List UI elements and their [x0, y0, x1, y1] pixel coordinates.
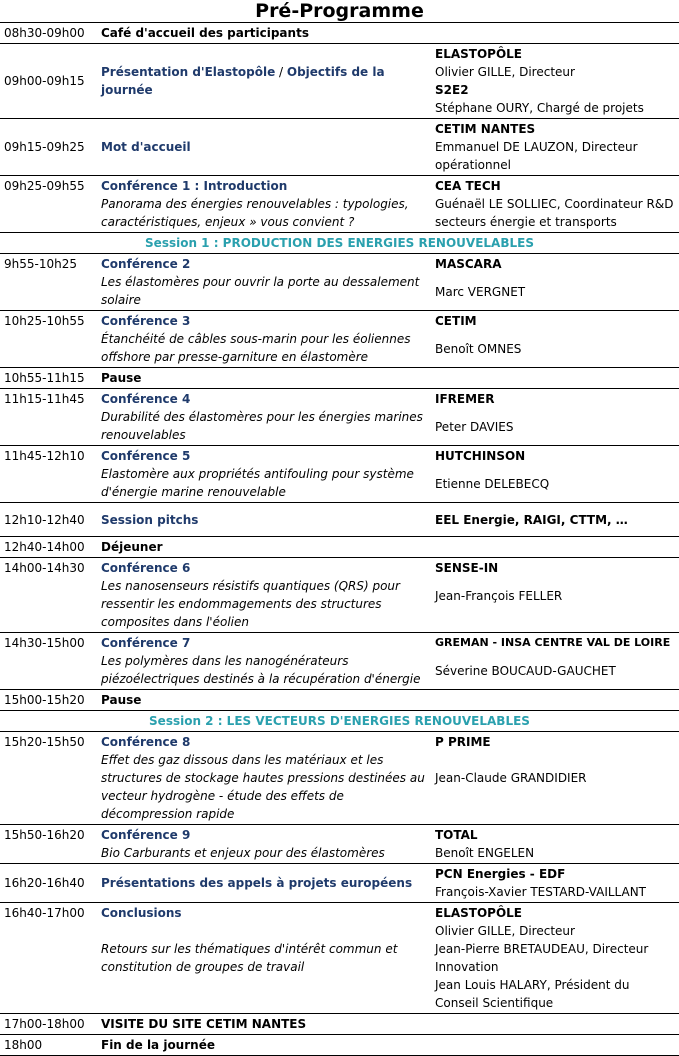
speaker-cell	[431, 1035, 679, 1056]
table-row	[0, 44, 679, 119]
speaker: Jean-Claude GRANDIDIER	[435, 771, 587, 785]
time-cell: 18h00	[0, 1035, 97, 1056]
activity-label: Conclusions	[101, 906, 182, 920]
speaker-cell	[431, 537, 679, 558]
activity-label: Déjeuner	[97, 537, 431, 558]
organisation: PCN Energies - EDF	[435, 867, 566, 881]
activity-cell	[97, 903, 431, 1014]
activity-description: Les élastomères pour ouvrir la porte au dessalement solaire	[101, 275, 420, 307]
time-cell: 09h00-09h15	[0, 44, 97, 119]
time-cell: 09h15-09h25	[0, 119, 97, 176]
speaker-cell	[431, 633, 679, 690]
activity-label: Conférence 3	[101, 314, 191, 328]
time-cell: 09h25-09h55	[0, 176, 97, 233]
activity-cell	[97, 311, 431, 368]
time-cell: 14h00-14h30	[0, 558, 97, 633]
speaker-cell	[431, 1014, 679, 1035]
table-row	[0, 903, 679, 1014]
table-row	[0, 311, 679, 368]
activity-description: Panorama des énergies renouvelables : typologies, caractéristiques, enjeux » vous convient ?	[101, 197, 409, 229]
table-row	[0, 368, 679, 389]
activity-label: Pause	[97, 368, 431, 389]
speaker: Jean Louis HALARY, Président du Conseil Scientifique	[435, 978, 630, 1010]
organisation: MASCARA	[435, 257, 502, 271]
table-row	[0, 23, 679, 44]
organisation: IFREMER	[435, 392, 495, 406]
speaker-cell	[431, 690, 679, 711]
time-cell: 08h30-09h00	[0, 23, 97, 44]
activity-cell	[97, 44, 431, 119]
time-cell: 16h40-17h00	[0, 903, 97, 1014]
activity-label: VISITE DU SITE CETIM NANTES	[97, 1014, 431, 1035]
table-row	[0, 1014, 679, 1035]
speaker: François-Xavier TESTARD-VAILLANT	[435, 885, 647, 899]
speaker: Jean-Pierre BRETAUDEAU, Directeur Innovation	[435, 942, 649, 974]
session-title: Session 1 : PRODUCTION DES ENERGIES RENOUVELABLES	[0, 233, 679, 254]
speaker-cell	[431, 23, 679, 44]
activity-description: Effet des gaz dissous dans les matériaux et les structures de stockage hautes pressions destinées au vecteur hydrogène - étude des effets de décompression rapide	[101, 753, 425, 821]
activity-label: Conférence 9	[101, 828, 191, 842]
time-cell: 10h55-11h15	[0, 368, 97, 389]
activity-cell	[97, 825, 431, 864]
speaker: Guénaël LE SOLLIEC, Coordinateur R&D secteurs énergie et transports	[435, 197, 674, 229]
speaker-cell	[431, 446, 679, 503]
time-cell: 11h15-11h45	[0, 389, 97, 446]
activity-label: Café d'accueil des participants	[97, 23, 431, 44]
speaker: Peter DAVIES	[435, 420, 514, 434]
table-row	[0, 825, 679, 864]
organisation: CEA TECH	[435, 179, 501, 193]
activity-label: Fin de la journée	[97, 1035, 431, 1056]
organisation: S2E2	[435, 83, 469, 97]
speaker-cell	[431, 732, 679, 825]
table-row	[0, 690, 679, 711]
speaker: Stéphane OURY, Chargé de projets	[435, 101, 644, 115]
time-cell: 17h00-18h00	[0, 1014, 97, 1035]
table-row	[0, 119, 679, 176]
organisation: SENSE-IN	[435, 561, 499, 575]
organisation: CETIM	[435, 314, 477, 328]
activity-label: Conférence 4	[101, 392, 191, 406]
time-cell: 12h10-12h40	[0, 503, 97, 537]
activity-label: Mot d'accueil	[97, 119, 431, 176]
session-title: Session 2 : LES VECTEURS D'ENERGIES RENOUVELABLES	[0, 711, 679, 732]
session-header-row	[0, 233, 679, 254]
speaker-cell	[431, 254, 679, 311]
speaker-cell	[431, 903, 679, 1014]
speaker-cell	[431, 389, 679, 446]
organisation: GREMAN - INSA CENTRE VAL DE LOIRE	[435, 636, 671, 649]
activity-label: Conférence 5	[101, 449, 191, 463]
table-row	[0, 633, 679, 690]
speaker-cell	[431, 119, 679, 176]
activity-description: Les nanosenseurs résistifs quantiques (QRS) pour ressentir les endommagements des structures composites dans l'éolien	[101, 579, 400, 629]
speaker-cell	[431, 368, 679, 389]
organisation: ELASTOPÔLE	[435, 906, 522, 920]
activity-label: Présentations des appels à projets européens	[97, 864, 431, 903]
time-cell: 9h55-10h25	[0, 254, 97, 311]
speaker-cell	[431, 176, 679, 233]
separator: /	[275, 65, 287, 79]
page-title: Pré-Programme	[255, 0, 424, 22]
table-row	[0, 446, 679, 503]
activity-cell	[97, 558, 431, 633]
speaker-cell	[431, 311, 679, 368]
activity-cell	[97, 732, 431, 825]
speaker: Olivier GILLE, Directeur	[435, 924, 575, 938]
speaker: Etienne DELEBECQ	[435, 477, 550, 491]
organisation: EEL Energie, RAIGI, CTTM, …	[431, 503, 679, 537]
session-header-row	[0, 711, 679, 732]
activity-label: Objectifs de la journée	[101, 65, 385, 97]
table-row	[0, 864, 679, 903]
time-cell: 15h00-15h20	[0, 690, 97, 711]
activity-label: Conférence 8	[101, 735, 191, 749]
organisation: TOTAL	[435, 828, 478, 842]
activity-description: Durabilité des élastomères pour les énergies marines renouvelables	[101, 410, 423, 442]
activity-description: Bio Carburants et enjeux pour des élastomères	[101, 846, 385, 860]
activity-label: Conférence 6	[101, 561, 191, 575]
time-cell: 16h20-16h40	[0, 864, 97, 903]
activity-label: Pause	[97, 690, 431, 711]
activity-cell	[97, 254, 431, 311]
table-row	[0, 558, 679, 633]
activity-description: Elastomère aux propriétés antifouling pour système d'énergie marine renouvelable	[101, 467, 414, 499]
speaker: Séverine BOUCAUD-GAUCHET	[435, 664, 616, 678]
speaker-cell	[431, 864, 679, 903]
activity-label: Présentation d'Elastopôle	[101, 65, 276, 79]
time-cell: 11h45-12h10	[0, 446, 97, 503]
time-cell: 14h30-15h00	[0, 633, 97, 690]
organisation: CETIM NANTES	[435, 122, 536, 136]
organisation: P PRIME	[435, 735, 491, 749]
table-row	[0, 732, 679, 825]
speaker: Olivier GILLE, Directeur	[435, 65, 575, 79]
table-row	[0, 254, 679, 311]
speaker-cell	[431, 825, 679, 864]
activity-label: Session pitchs	[97, 503, 431, 537]
table-row	[0, 503, 679, 537]
organisation: ELASTOPÔLE	[435, 47, 522, 61]
activity-label: Conférence 1 : Introduction	[101, 179, 288, 193]
table-row	[0, 176, 679, 233]
speaker: Marc VERGNET	[435, 285, 526, 299]
activity-cell	[97, 389, 431, 446]
time-cell: 15h20-15h50	[0, 732, 97, 825]
activity-label: Conférence 2	[101, 257, 191, 271]
speaker: Benoît ENGELEN	[435, 846, 535, 860]
table-row	[0, 389, 679, 446]
speaker: Emmanuel DE LAUZON, Directeur opérationnel	[435, 140, 638, 172]
speaker-cell	[431, 44, 679, 119]
activity-cell	[97, 176, 431, 233]
organisation: HUTCHINSON	[435, 449, 526, 463]
activity-cell	[97, 446, 431, 503]
speaker: Jean-François FELLER	[435, 589, 563, 603]
speaker-cell	[431, 558, 679, 633]
time-cell: 12h40-14h00	[0, 537, 97, 558]
activity-description: Les polymères dans les nanogénérateurs piézoélectriques destinés à la récupération d'énergie	[101, 654, 421, 686]
table-row	[0, 1035, 679, 1056]
table-row	[0, 537, 679, 558]
time-cell: 10h25-10h55	[0, 311, 97, 368]
activity-label: Conférence 7	[101, 636, 191, 650]
activity-cell	[97, 633, 431, 690]
time-cell: 15h50-16h20	[0, 825, 97, 864]
activity-description: Retours sur les thématiques d'intérêt commun et constitution de groupes de travail	[101, 942, 398, 974]
activity-description: Étanchéité de câbles sous-marin pour les éoliennes offshore par presse-garniture en élastomère	[101, 332, 411, 364]
speaker: Benoît OMNES	[435, 342, 522, 356]
programme-table	[0, 22, 679, 1056]
